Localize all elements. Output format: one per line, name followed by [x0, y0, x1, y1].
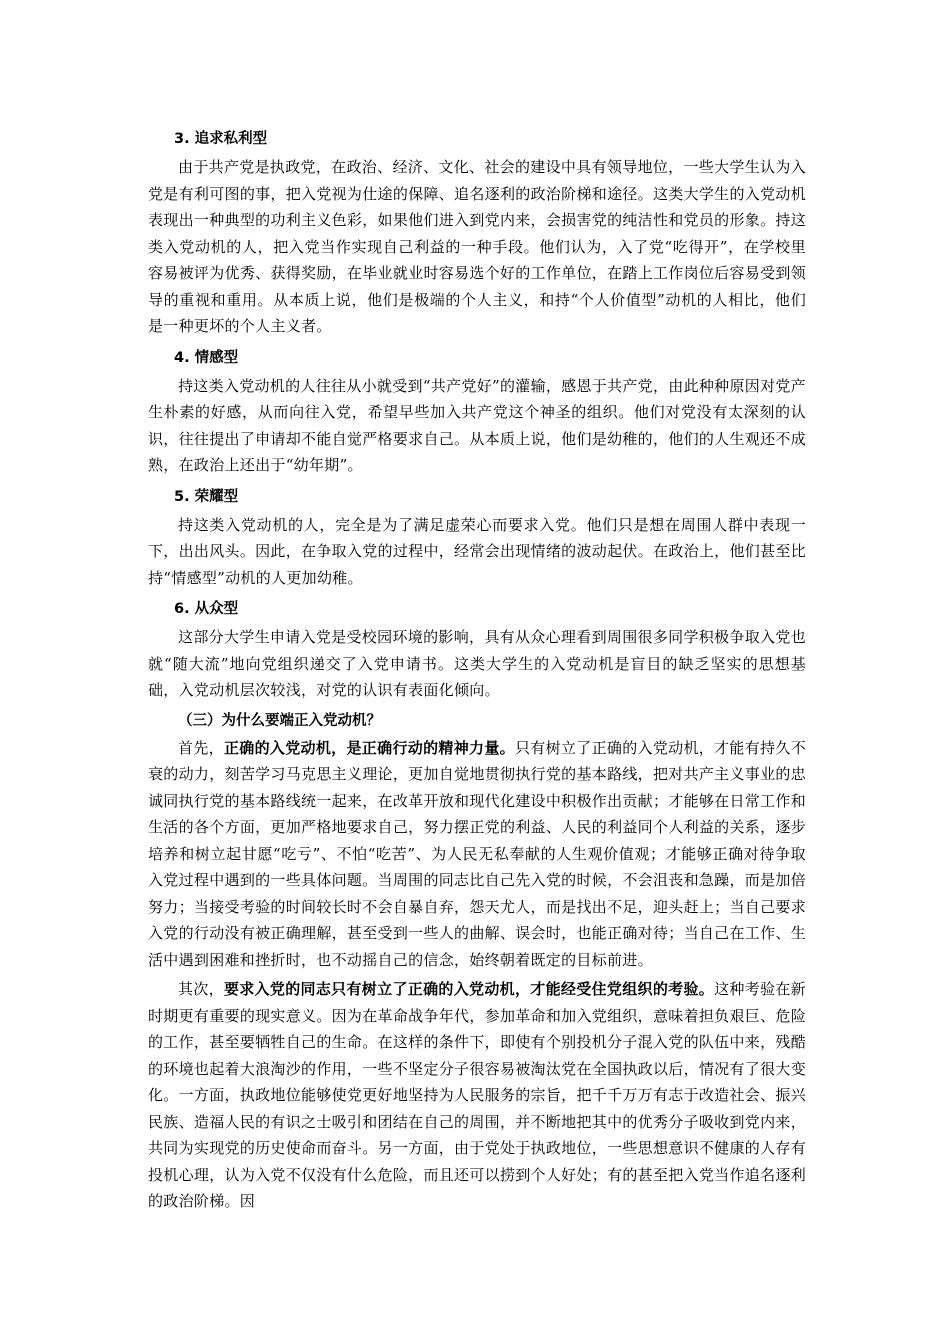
paragraph-emphasis: 正确的入党动机，是正确行动的精神力量。 — [223, 738, 515, 757]
part-three-heading: （三）为什么要端正入党动机？ — [178, 712, 381, 729]
section-paragraph: 持这类入党动机的人往往从小就受到“共产党好”的灌输，感恩于共产党，由此种种原因对党产生朴素的好感，从而向往入党，希望早些加入共产党这个神圣的组织。他们对党没有太深刻的认识，往往提出了申请却不能自觉严格要求自己。从本质上说，他们是幼稚的，他们的人生观还不成熟，在政治上还出于“幼年期”。 — [148, 376, 806, 474]
paragraph-lead: 首先， — [178, 738, 224, 757]
section-heading: 5. 荣耀型 — [174, 488, 239, 505]
paragraph-lead: 其次， — [178, 980, 224, 998]
document-body — [148, 124, 806, 1218]
section-heading: 3. 追求私利型 — [174, 131, 268, 147]
section-paragraph: 由于共产党是执政党，在政治、经济、文化、社会的建设中具有领导地位，一些大学生认为入党是有利可图的事，把入党视为仕途的保障、追名逐利的政治阶梯和途径。这类大学生的入党动机表现出一种典型的功利主义色彩，如果他们进入到党内来，会损害党的纯洁性和党员的形象。持这类入党动机的人，把入党当作实现自己利益的一种手段。他们认为，入了党“吃得开”，在学校里容易被评为优秀、获得奖励，在毕业就业时容易选个好的工作单位，在踏上工作岗位后容易受到领导的重视和重用。从本质上说，他们是极端的个人主义，和持“个人价值型”动机的人相比，他们是一种更坏的个人主义者。 — [148, 158, 806, 335]
part-three-paragraph-1 — [148, 735, 806, 977]
paragraph-emphasis: 要求入党的同志只有树立了正确的入党动机，才能经受住党组织的考验。 — [223, 980, 715, 998]
paragraph-text: 只有树立了正确的入党动机，才能有持久不衰的动力，刻苦学习马克思主义理论，更加自觉地贯彻执行党的基本路线，把对共产主义事业的忠诚同执行党的基本路线统一起来，在改革开放和现代化建设中积极作出贡献；才能够在日常工作和生活的各个方面，更加严格地要求自己，努力摆正党的利益、人民的利益同个人利益的关系，逐步培养和树立起甘愿“吃亏”、不怕“吃苦”、为人民无私奉献的人生观价值观；才能够正确对待争取入党过程中遇到的一些具体问题。当周围的同志比自己先入党的时候，不会沮丧和急躁，而是加倍努力；当接受考验的时间较长时不会自暴自弃，怨天尤人，而是找出不足，迎头赶上；当自己要求入党的行动没有被正确理解，甚至受到一些人的曲解、误会时，也能正确对待；当自己在工作、生活中遇到困难和挫折时，也不动摇自己的信念，始终朝着既定的目标前进。 — [148, 738, 806, 969]
section-paragraph: 这部分大学生申请入党是受校园环境的影响，具有从众心理看到周围很多同学积极争取入党也就“随大流”地向党组织递交了入党申请书。这类大学生的入党动机是盲目的缺乏坚实的思想基础，入党动机层次较浅，对党的认识有表面化倾向。 — [148, 628, 806, 699]
section-paragraph: 持这类入党动机的人，完全是为了满足虚荣心而要求入党。他们只是想在周围人群中表现一下，出出风头。因此，在争取入党的过程中，经常会出现情绪的波动起伏。在政治上，他们甚至比持“情感型”动机的人更加幼稚。 — [148, 515, 806, 587]
section-heading: 4. 情感型 — [174, 349, 239, 366]
section-heading: 6. 从众型 — [174, 601, 239, 617]
part-three-paragraph-2 — [148, 976, 806, 1218]
paragraph-text: 这种考验在新时期更有重要的现实意义。因为在革命战争年代，参加革命和加入党组织，意味着担负艰巨、危险的工作，甚至要牺牲自己的生命。在这样的条件下，即使有个别投机分子混入党的队伍中来，残酷的环境也起着大浪淘沙的作用，一些不坚定分子很容易被淘汰党在全国执政以后，情况有了很大变化。一方面，执政地位能够使党更好地坚持为人民服务的宗旨，把千千万万有志于改造社会、振兴民族、造福人民的有识之士吸引和团结在自己的周围，并不断地把其中的优秀分子吸收到党内来，共同为实现党的历史使命而奋斗。另一方面，由于党处于执政地位，一些思想意识不健康的人存有投机心理，认为入党不仅没有什么危险，而且还可以捞到个人好处；有的甚至把入党当作追名逐利的政治阶梯。因 — [148, 980, 806, 1210]
